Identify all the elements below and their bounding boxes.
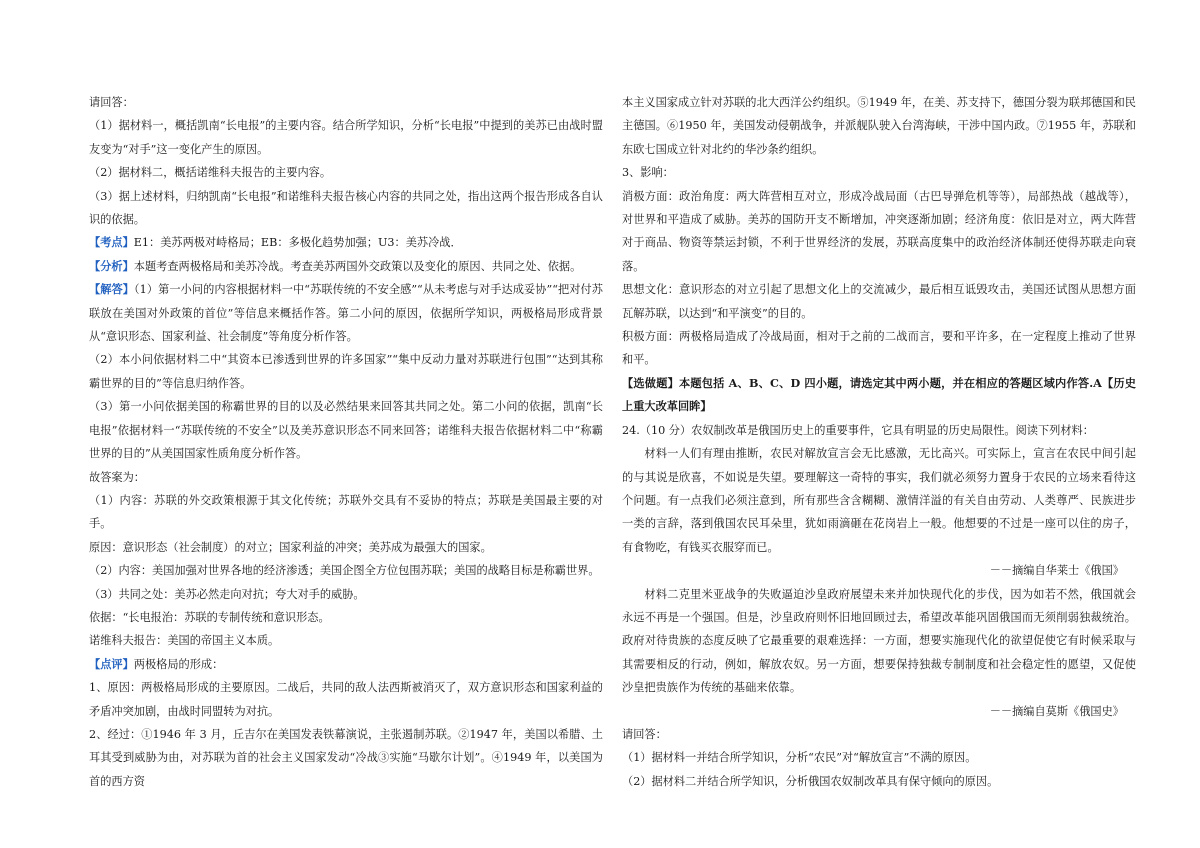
material-2: 材料二克里米亚战争的失败逼迫沙皇政府展望未来并加快现代化的步伐，因为如若不然，俄国就会永远不再是一个强国。但是，沙皇政府则怀旧地回顾过去，希望改革能巩固俄国而无须削弱独裁统治。政府对待贵族的态度反映了它最重要的艰难选择：一方面，想要实施现代化的欲望促使它有时候采取与其需要相反的行动，例如，解放农奴。另一方面，想要保持独裁专制制度和社会稳定性的愿望，又促使沙皇把贵族作为传统的基础来依靠。 bbox=[622, 587, 1136, 695]
question-2: （2）据材料二，概括诺维科夫报告的主要内容。 bbox=[89, 166, 332, 180]
question-1: （1）据材料一，概括凯南“长电报”的主要内容。结合所学知识，分析“长电报”中提到的美苏已由战时盟友变为“对手”这一变化产生的原因。 bbox=[89, 119, 603, 156]
elective-heading: 【选做题】本题包括 A、B、C、D 四小题，请选定其中两小题，并在相应的答题区域内作答.A【历史上重大改革回眸】 bbox=[622, 375, 1136, 414]
kaodian-section bbox=[89, 231, 603, 254]
kaodian-tag: 【考点】 bbox=[89, 235, 134, 250]
answer-1-content: （1）内容：苏联的外交政策根源于其文化传统；苏联外交具有不妥协的特点；苏联是美国最主要的对手。 bbox=[89, 493, 603, 531]
answer-3-basis: 依据：“长电报治：苏联的专制传统和意识形态。 bbox=[89, 610, 330, 624]
answer-3: （3）共同之处：美苏必然走向对抗；夸大对手的威胁。 bbox=[89, 587, 365, 601]
positive-impact: 积极方面：两极格局造成了冷战局面，相对于之前的二战而言，要和平许多，在一定程度上推动了世界和平。 bbox=[622, 330, 1136, 367]
process-paragraph: 2、经过：①1946 年 3 月，丘吉尔在美国发表铁幕演说，主张遏制苏联。②1947 年，美国以希腊、土耳其受到威胁为由，对苏联为首的社会主义国家发动“冷战③实施“马歇尔计划”。④1949 年，以美国为首的西方资 bbox=[89, 727, 603, 788]
answer-intro: 故答案为： bbox=[89, 470, 145, 484]
material-1: 材料一人们有理由推断，农民对解放宣言会无比感激，无比高兴。可实际上，宣言在农民中间引起的与其说是欣喜，不如说是失望。要理解这一奇特的事实，我们就必须努力置身于农民的立场来看待这个问题。有一点我们必须注意到，所有那些含含糊糊、激情洋溢的有关自由劳动、人类尊严、民族进步一类的言辞，落到俄国农民耳朵里，犹如雨滴砸在花岗岩上一般。他想要的不过是一座可以住的房子，有食物吃，有钱买衣服穿而已。 bbox=[622, 447, 1136, 554]
dianping-section bbox=[89, 653, 603, 676]
fenxi-text: 本题考查两极格局和美苏冷战。考查美苏两国外交政策以及变化的原因、共同之处、依据。 bbox=[133, 259, 582, 273]
reason-paragraph: 1、原因：两极格局形成的主要原因。二战后，共同的敌人法西斯被消灭了，双方意识形态和国家利益的矛盾冲突加剧，由战时同盟转为对抗。 bbox=[89, 681, 603, 718]
process-continued: 本主义国家成立针对苏联的北大西洋公约组织。⑤1949 年，在美、苏支持下，德国分裂为联邦德国和民主德国。⑥1950 年，美国发动侵朝战争，并派舰队驶入台湾海峡，干涉中国内政。⑦1955 年，苏联和东欧七国成立针对北约的华沙条约组织。 bbox=[622, 96, 1136, 156]
right-question-1: （1）据材料一并结合所学知识，分析“农民”对“解放宣言”不满的原因。 bbox=[622, 751, 977, 765]
fenxi-section bbox=[89, 255, 603, 278]
kaodian-text: E1：美苏两极对峙格局；EB：多极化趋势加强；U3：美苏冷战． bbox=[133, 236, 462, 250]
ask-label: 请回答： bbox=[622, 727, 667, 741]
impact-heading: 3、影响： bbox=[622, 166, 674, 180]
thought-impact: 思想文化：意识形态的对立引起了思想文化上的交流减少，最后相互诋毁攻击，美国还试图从思想方面瓦解苏联，以达到“和平演变”的目的。 bbox=[622, 283, 1136, 320]
material-2-source: －－摘编自莫斯《俄国史》 bbox=[989, 704, 1124, 718]
dianping-text: 两极格局的形成： bbox=[133, 657, 224, 671]
material-1-source: －－摘编自华莱士《俄国》 bbox=[989, 564, 1124, 578]
prompt-label: 请回答： bbox=[89, 96, 134, 109]
question-24: 24.（10 分）农奴制改革是俄国历史上的重要事件，它具有明显的历史局限性。阅读下列材料： bbox=[622, 423, 1094, 437]
question-3: （3）据上述材料，归纳凯南“长电报”和诺维科夫报告核心内容的共同之处，指出这两个报告形成各自认识的依据。 bbox=[89, 189, 603, 227]
dianping-tag: 【点评】 bbox=[89, 656, 134, 671]
fenxi-tag: 【分析】 bbox=[89, 258, 134, 273]
right-question-2: （2）据材料二并结合所学知识，分析俄国农奴制改革具有保守倾向的原因。 bbox=[622, 774, 999, 788]
negative-impact: 消极方面：政治角度：两大阵营相互对立，形成冷战局面（古巴导弹危机等等），局部热战（越战等），对世界和平造成了威胁。美苏的国防开支不断增加，冲突逐渐加剧；经济角度：依旧是对立，两大阵营对于商品、物资等禁运封锁，不利于世界经济的发展，苏联高度集中的政治经济体制还使得苏联走向衰落。 bbox=[622, 189, 1136, 273]
right-column bbox=[622, 91, 1136, 793]
answer-3-report: 诺维科夫报告：美国的帝国主义本质。 bbox=[89, 634, 280, 648]
answer-1-reason: 原因：意识形态（社会制度）的对立；国家利益的冲突；美苏成为最强大的国家。 bbox=[89, 540, 492, 554]
left-column bbox=[89, 91, 603, 793]
jieda-tag: 【解答】 bbox=[89, 282, 134, 297]
jieda-text: （1）第一小问的内容根据材料一中“苏联传统的不安全感”“从未考虑与对手达成妥协”“把对付苏联放在美国对外政策的首位”等信息来概括作答。第二小问的原因，依据所学知识，两极格局形成背景从“意识形态、国家利益、社会制度”等角度分析作答。 bbox=[89, 283, 603, 344]
jieda-part-2: （2）本小问依据材料二中“其资本已渗透到世界的许多国家”“集中反动力量对苏联进行包围”“达到其称霸世界的目的”等信息归纳作答。 bbox=[89, 353, 603, 390]
answer-2: （2）内容：美国加强对世界各地的经济渗透；美国企图全方位包围苏联；美国的战略目标是称霸世界。 bbox=[89, 564, 600, 578]
jieda-section bbox=[89, 278, 603, 348]
jieda-part-3: （3）第一小问依据美国的称霸世界的目的以及必然结果来回答其共同之处。第二小问的依据，凯南“长电报”依据材料一“苏联传统的不安全”以及美苏意识形态不同来回答；诺维科夫报告依据材料二中“称霸世界的目的”从美国国家性质角度分析作答。 bbox=[89, 400, 603, 461]
